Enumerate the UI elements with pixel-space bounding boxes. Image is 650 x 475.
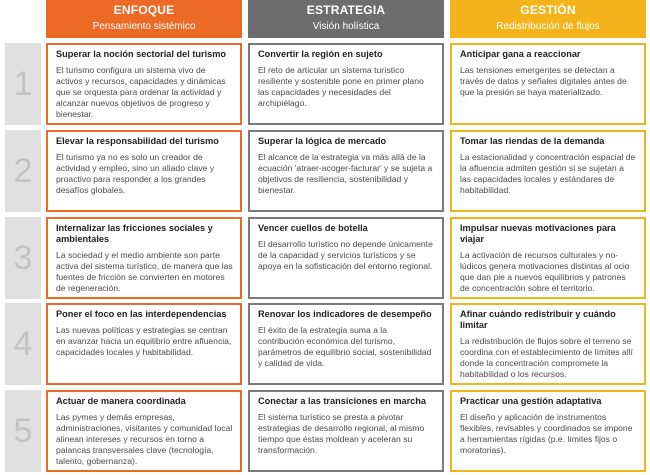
header-title: ESTRATEGIA	[306, 3, 386, 17]
cell-enfoque	[46, 303, 242, 385]
header-title: ENFOQUE	[113, 3, 175, 17]
cell-body: Las nuevas políticas y estrategias se centran en avanzar hacia un equilibrio entre afluencia, capacidades locales y habitabilidad.	[56, 325, 232, 357]
cell-gestion	[450, 43, 646, 125]
cell-title: Afinar cuándo redistribuir y cuándo limitar	[460, 309, 616, 330]
cell-body: El desarrollo turístico no depende únicamente de la capacidad y servicios turísticos y se apoya en la sofisticación del entorno regional.	[258, 239, 433, 271]
header-subtitle: Pensamiento sistémico	[92, 21, 196, 32]
cell-title: Tomar las riendas de la demanda	[460, 136, 605, 146]
row-number: 5	[5, 390, 41, 472]
cell-title: Superar la noción sectorial del turismo	[56, 49, 227, 59]
row-number: 2	[5, 130, 41, 212]
cell-title: Renovar los indicadores de desempeño	[258, 309, 432, 319]
cell-body: El éxito de la estrategia suma a la contribución económica del turismo, parámetros de equilibrio social, sostenibilidad y calidad de vida.	[258, 325, 432, 368]
row-number: 4	[5, 303, 41, 385]
cell-estrategia	[248, 43, 444, 125]
cell-body: Las pymes y demás empresas, administraciones, visitantes y comunidad local alinean intereses y recursos en torno a palancas transversales clave (tecnología, talento, gobernanza).	[56, 412, 233, 466]
header-gestion	[450, 0, 646, 38]
cell-estrategia	[248, 303, 444, 385]
cell-title: Anticipar gana a reaccionar	[460, 49, 581, 59]
cell-estrategia	[248, 217, 444, 299]
cell-body: El diseño y aplicación de instrumentos flexibles, revisables y coordinados se impone a herramientas rígidas (p.e. límites fijos o moratorias).	[460, 412, 633, 455]
cell-body: Las tensiones emergentes se detectan a través de datos y señales digitales antes de que la presión se haya materializado.	[460, 65, 627, 97]
header-enfoque	[46, 0, 242, 38]
cell-gestion	[450, 130, 646, 212]
header-title: GESTIÓN	[520, 3, 576, 17]
cell-title: Convertir la región en sujeto	[258, 49, 383, 59]
cell-title: Actuar de manera coordinada	[56, 396, 186, 406]
cell-enfoque	[46, 43, 242, 125]
cell-title: Vencer cuellos de botella	[258, 223, 368, 233]
row-number: 1	[5, 43, 41, 125]
cell-gestion	[450, 303, 646, 385]
header-subtitle: Redistribución de flujos	[496, 21, 600, 32]
row-number: 3	[5, 217, 41, 299]
cell-body: La sociedad y el medio ambiente son parte activa del sistema turístico, de manera que las fuentes de fricción se convierten en motores de regeneración.	[56, 250, 233, 293]
cell-title: Internalizar las fricciones sociales y ambientales	[56, 223, 213, 244]
cell-body: El turismo configura un sistema vivo de activos y recursos, capacidades y dinámicas que se orquesta para ordenar la actividad y alcanzar nuevos objetivos de progreso y bienestar.	[56, 65, 226, 119]
cell-title: Poner el foco en las interdependencias	[56, 309, 227, 319]
cell-estrategia	[248, 130, 444, 212]
cell-enfoque	[46, 130, 242, 212]
cell-body: El alcance de la estrategia va más allá de la ecuación 'atraer-acoger-facturar' y se sujeta a objetivos de resiliencia, sostenibilidad y bienestar.	[258, 152, 433, 195]
cell-title: Superar la lógica de mercado	[258, 136, 387, 146]
cell-enfoque	[46, 390, 242, 472]
header-estrategia	[248, 0, 444, 38]
cell-body: La redistribución de flujos sobre el terreno se coordina con el establecimiento de límites allí donde la concentración compromete la habitabilidad o los recursos.	[460, 336, 633, 379]
cell-body: La estacionalidad y concentración espacial de la afluencia admiten gestión si se sujetan a las capacidades locales y estándares de habitabilidad.	[460, 152, 636, 195]
cell-body: El sistema turístico se presta a pivotar estrategias de desarrollo regional, al mismo tiempo que éstas moldean y aceleran su transformación.	[258, 412, 425, 455]
cell-gestion	[450, 390, 646, 472]
header-subtitle: Visión holística	[312, 21, 380, 32]
cell-title: Impulsar nuevas motivaciones para viajar	[460, 223, 616, 244]
cell-enfoque	[46, 217, 242, 299]
cell-body: El turismo ya no es solo un creador de actividad y empleo, sino un aliado clave y proactivo para responder a los grandes desafíos globales.	[56, 152, 215, 195]
cell-title: Practicar una gestión adaptativa	[460, 396, 602, 406]
cell-gestion	[450, 217, 646, 299]
cell-body: El reto de articular un sistema turístico resiliente y sostenible pone en primer plano las capacidades y necesidades del archipiélago.	[258, 65, 424, 108]
cell-estrategia	[248, 390, 444, 472]
cell-title: Conectar a las transiciones en marcha	[258, 396, 426, 406]
cell-body: La activación de recursos culturales y no-lúdicos genera motivaciones distintas al ocio que dan pie a nuevos equilibrios y patrones de concentración sobre el territorio.	[460, 250, 630, 293]
cell-title: Elevar la responsabilidad del turismo	[56, 136, 219, 146]
